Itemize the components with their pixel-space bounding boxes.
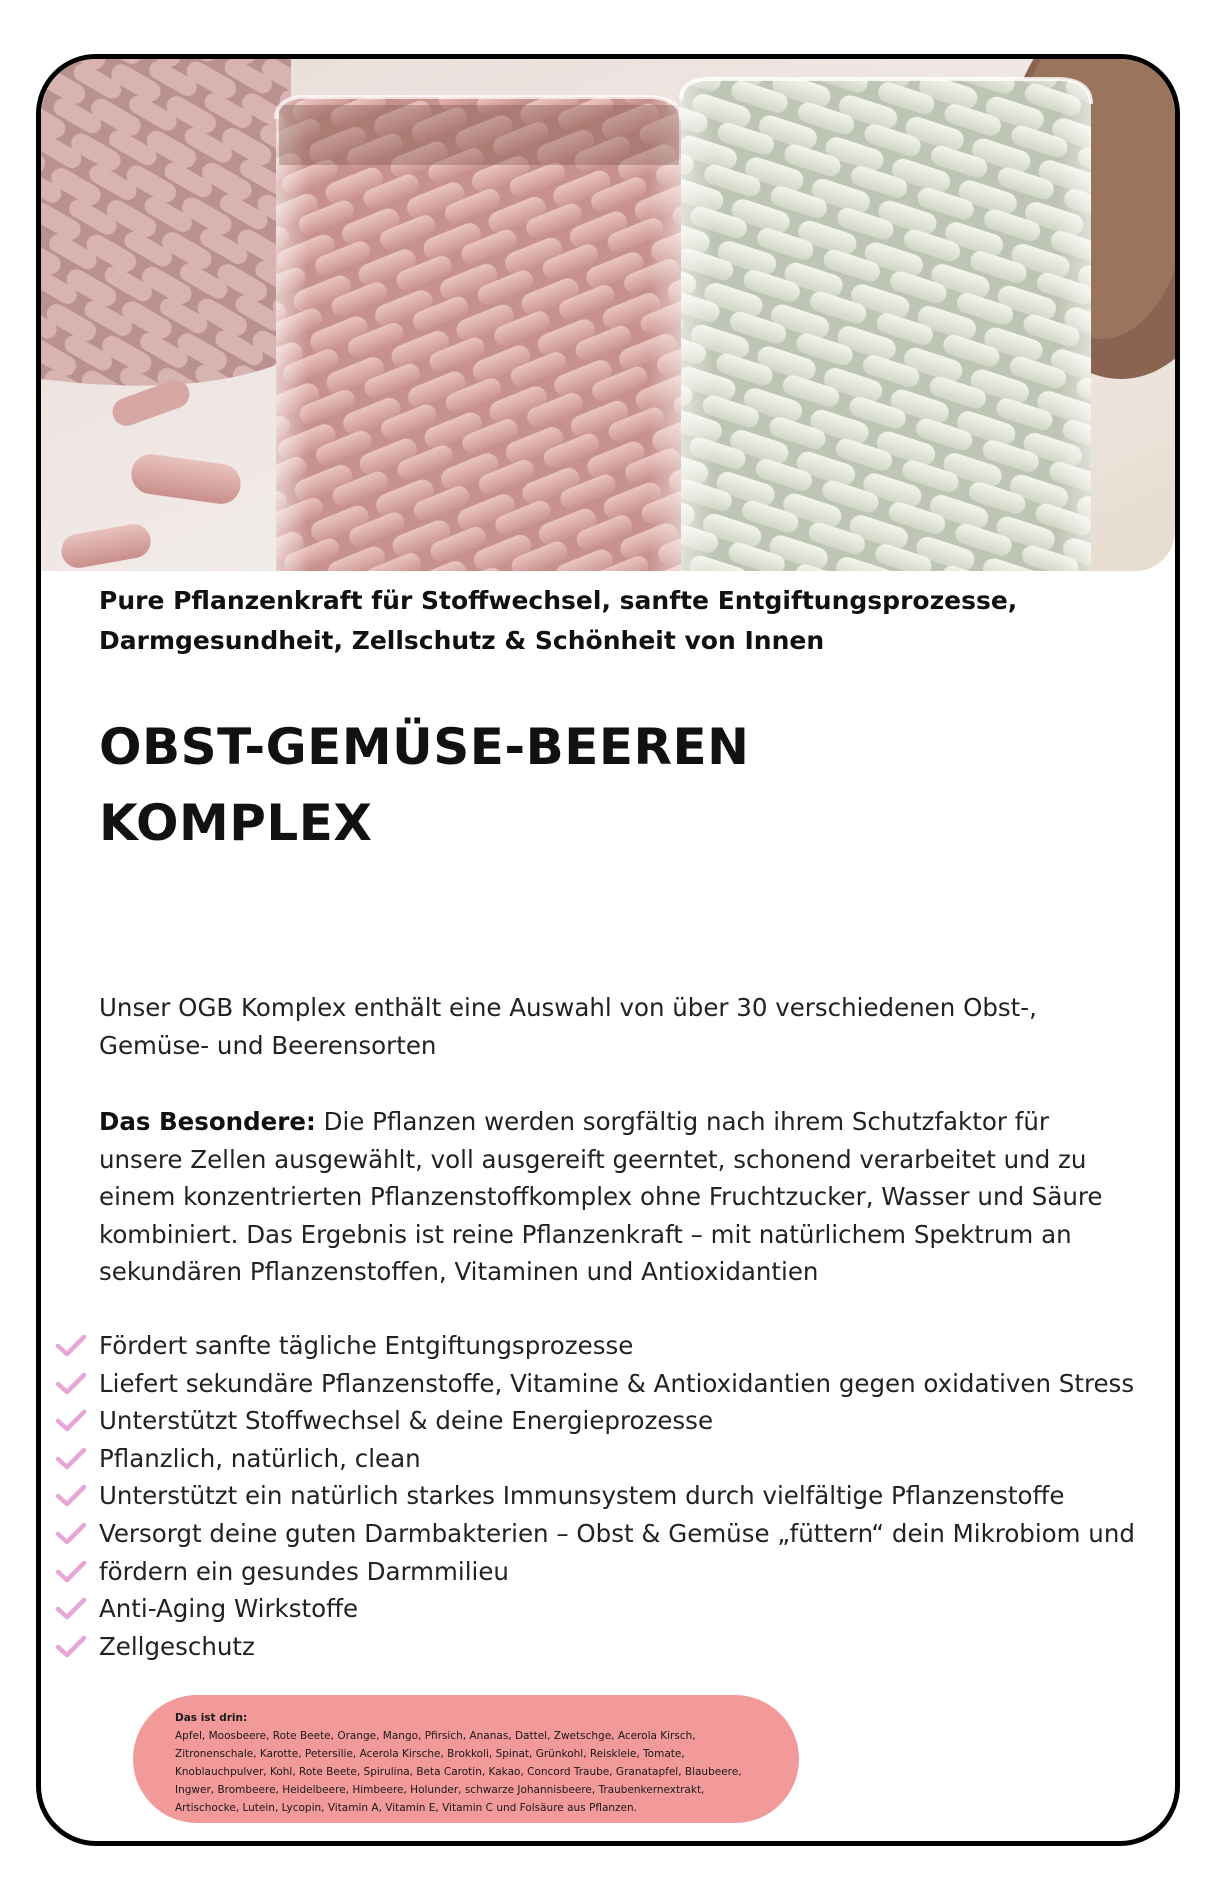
checkmark-icon	[55, 1522, 87, 1546]
ingredients-line: Ingwer, Brombeere, Heidelbeere, Himbeere, Holunder, schwarze Johannisbeere, Traubenkernextrakt,	[175, 1784, 705, 1796]
checkmark-icon	[55, 1635, 87, 1659]
benefit-item: Pflanzlich, natürlich, clean	[55, 1440, 1165, 1478]
capsules-photo	[41, 59, 1175, 571]
checkmark-icon	[55, 1597, 87, 1621]
title-line-2: KOMPLEX	[99, 794, 373, 852]
benefits-list	[55, 1327, 1165, 1665]
benefit-item: Versorgt deine guten Darmbakterien – Obst & Gemüse „füttern“ dein Mikrobiom und	[55, 1515, 1165, 1553]
benefit-item: Unterstützt Stoffwechsel & deine Energieprozesse	[55, 1402, 1165, 1440]
benefit-item: Liefert sekundäre Pflanzenstoffe, Vitamine & Antioxidantien gegen oxidativen Stress	[55, 1365, 1165, 1403]
ingredients-title: Das ist drin:	[175, 1712, 248, 1724]
benefit-item: Anti-Aging Wirkstoffe	[55, 1590, 1165, 1628]
special-paragraph	[99, 1103, 1139, 1291]
hero-image	[41, 59, 1175, 571]
ingredients-line: Artischocke, Lutein, Lycopin, Vitamin A, Vitamin E, Vitamin C und Folsäure aus Pflanzen.	[175, 1802, 637, 1814]
product-title	[99, 709, 1119, 861]
checkmark-icon	[55, 1484, 87, 1508]
benefit-item: Unterstützt ein natürlich starkes Immunsystem durch vielfältige Pflanzenstoffe	[55, 1477, 1165, 1515]
special-text: Die Pflanzen werden sorgfältig nach ihrem Schutzfaktor für unsere Zellen ausgewählt, voll ausgereift geerntet, schonend verarbeitet und zu einem konzentrierten Pflanzenstoffkomplex ohne Fruchtzucker, Wasser und Säure kombiniert. Das Ergebnis ist reine Pflanzenkraft – mit natürlichem Spektrum an sekundären Pflanzenstoffen, Vitaminen und Antioxidantien	[99, 1107, 1103, 1286]
title-line-1: OBST-GEMÜSE-BEEREN	[99, 718, 750, 776]
ingredients-line: Apfel, Moosbeere, Rote Beete, Orange, Mango, Pfirsich, Ananas, Dattel, Zwetschge, Acerola Kirsch,	[175, 1730, 696, 1742]
benefit-item: Fördert sanfte tägliche Entgiftungsprozesse	[55, 1327, 1165, 1365]
checkmark-icon	[55, 1560, 87, 1584]
checkmark-icon	[55, 1409, 87, 1433]
product-card	[36, 54, 1180, 1846]
ingredients-box	[133, 1695, 799, 1823]
checkmark-icon	[55, 1372, 87, 1396]
benefit-item: Zellgeschutz	[55, 1628, 1165, 1666]
benefit-item: fördern ein gesundes Darmmilieu	[55, 1553, 1165, 1591]
checkmark-icon	[55, 1334, 87, 1358]
ingredients-line: Knoblauchpulver, Kohl, Rote Beete, Spirulina, Beta Carotin, Kakao, Concord Traube, Granatapfel, Blaubeere,	[175, 1766, 742, 1778]
product-subtitle: Pure Pflanzenkraft für Stoffwechsel, sanfte Entgiftungsprozesse, Darmgesundheit, Zellschutz & Schönheit von Innen	[99, 586, 1018, 655]
intro-text: Unser OGB Komplex enthält eine Auswahl von über 30 verschiedenen Obst-, Gemüse- und Beerensorten	[99, 993, 1037, 1060]
checkmark-icon	[55, 1447, 87, 1471]
special-label: Das Besondere:	[99, 1107, 316, 1136]
ingredients-line: Zitronenschale, Karotte, Petersilie, Acerola Kirsche, Brokkoli, Spinat, Grünkohl, Reiskleie, Tomate,	[175, 1748, 685, 1760]
